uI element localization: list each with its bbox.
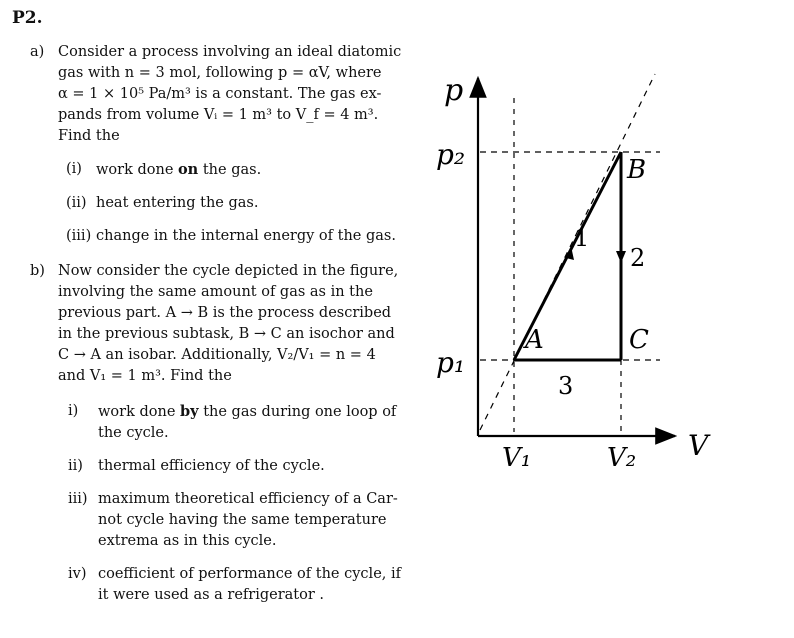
part-b-item-4 (30, 564, 425, 606)
part-b-line: previous part. A → B is the process described (58, 305, 392, 321)
part-a-line: pands from volume Vᵢ = 1 m³ to V_f = 4 m³. (58, 107, 379, 123)
item-line: extrema as in this cycle. (98, 533, 277, 549)
item-text: the gas during one loop of (198, 404, 397, 420)
step-2-label: 2 (630, 244, 646, 272)
part-b-item-2 (30, 456, 425, 477)
part-a-items (30, 159, 425, 247)
item-text: work done (98, 404, 181, 420)
v2-label: V₂ (607, 443, 637, 473)
part-a-line: α = 1 × 10⁵ Pa/m³ is a constant. The gas ex- (58, 86, 382, 102)
part-a-item-3 (58, 226, 425, 247)
part-b (30, 261, 425, 387)
problem-text (30, 42, 425, 606)
item-line: coefficient of performance of the cycle, if (98, 566, 401, 582)
item-line: not cycle having the same temperature (98, 512, 387, 528)
item-line: maximum theoretical efficiency of a Car- (98, 491, 398, 507)
part-b-line: C → A an isobar. Additionally, V₂/V₁ = n = 4 (58, 347, 376, 363)
item-text: work done (96, 162, 179, 178)
part-a-item-1 (58, 159, 425, 181)
item-text: change in the internal energy of the gas. (96, 228, 396, 244)
p2-label: p₂ (436, 138, 466, 171)
item-line (98, 401, 425, 423)
item-marker: ii) (68, 458, 83, 474)
part-b-item-3 (30, 489, 425, 552)
part-a-marker: a) (30, 44, 45, 60)
part-b-line: Now consider the cycle depicted in the figure, (58, 263, 399, 279)
axis-p-label: p (444, 73, 464, 108)
part-b-item-1 (30, 401, 425, 444)
v1-label: V₁ (502, 443, 532, 473)
item-line: it were used as a refrigerator . (98, 587, 324, 603)
item-line: thermal efficiency of the cycle. (98, 458, 325, 474)
step-3-label: 3 (558, 372, 574, 400)
item-emphasis: on (178, 161, 199, 178)
item-marker: (i) (66, 161, 82, 177)
point-b-label: B (627, 155, 647, 185)
problem-title: P2. (12, 8, 43, 28)
part-b-line: involving the same amount of gas as in the (58, 284, 373, 300)
p1-label: p₁ (436, 346, 466, 379)
part-a-line: gas with n = 3 mol, following p = αV, where (58, 65, 382, 81)
arrow-bc-icon (616, 251, 626, 263)
part-b-line: and V₁ = 1 m³. Find the (58, 368, 232, 384)
part-a-line: Consider a process involving an ideal diatomic (58, 44, 402, 60)
item-marker: i) (68, 403, 79, 419)
part-a-line: Find the (58, 128, 120, 144)
pv-diagram (430, 60, 730, 480)
point-c-label: C (629, 325, 649, 355)
item-emphasis: by (180, 403, 199, 420)
item-line: the cycle. (98, 425, 169, 441)
item-marker: iii) (68, 491, 88, 507)
item-marker: (ii) (66, 195, 87, 211)
item-marker: (iii) (66, 228, 92, 244)
part-b-line: in the previous subtask, B → C an isochor and (58, 326, 395, 342)
part-a-item-2 (58, 193, 425, 214)
step-1-label: 1 (574, 224, 590, 252)
part-b-marker: b) (30, 263, 45, 279)
item-text: the gas. (198, 162, 262, 178)
part-a (30, 42, 425, 147)
item-marker: iv) (68, 566, 87, 582)
item-text: heat entering the gas. (96, 195, 259, 211)
axis-v-label: V (688, 429, 709, 462)
point-a-label: A (525, 325, 544, 355)
